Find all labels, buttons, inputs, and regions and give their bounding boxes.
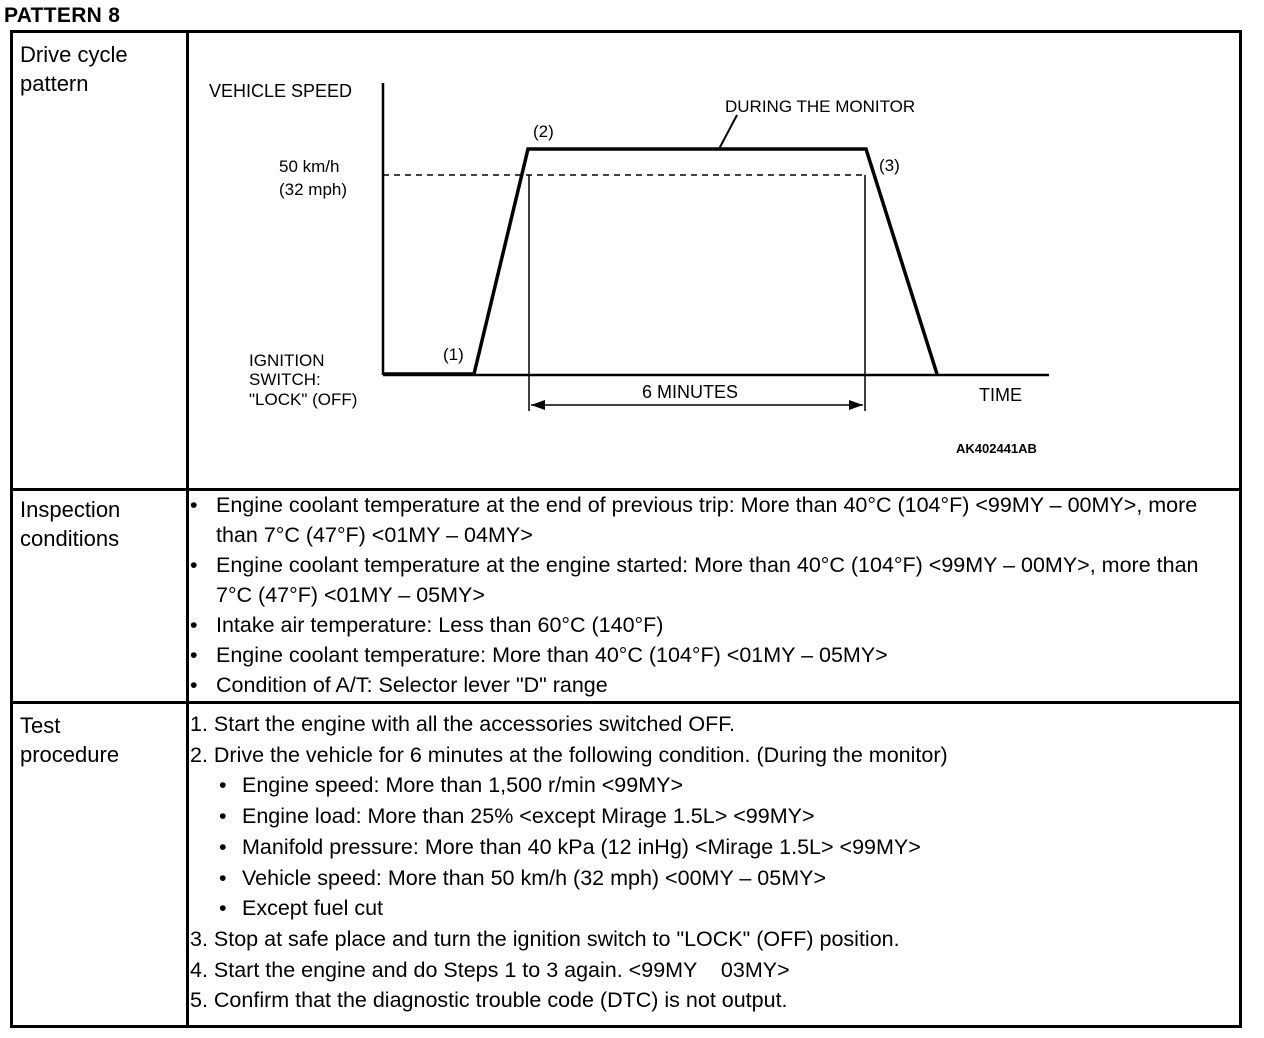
procedure-step-1: 1. Start the engine with all the accessories switched OFF.: [190, 712, 735, 736]
drive-cycle-label: [20, 40, 128, 98]
duration-label: 6 MINUTES: [642, 382, 739, 402]
condition-item: • Intake air temperature: Less than 60°C (140°F): [186, 610, 1220, 640]
row-divider-2: [13, 701, 1239, 704]
step-2-condition-item: • Vehicle speed: More than 50 km/h (32 mph) <00MY – 05MY>: [216, 863, 1220, 894]
ignition-label-2: SWITCH:: [249, 370, 321, 389]
ignition-label-3: "LOCK" (OFF): [249, 390, 358, 409]
inspection-label-line1: Inspection: [20, 497, 121, 522]
speed-label-kmh: 50 km/h: [279, 157, 340, 176]
step-2-condition-item: • Engine speed: More than 1,500 r/min <99MY>: [216, 770, 1220, 801]
inspection-conditions-list: [186, 490, 1220, 700]
step-2-condition-item: • Engine load: More than 25% <except Mirage 1.5L> <99MY>: [216, 801, 1220, 832]
monitor-label: DURING THE MONITOR: [725, 97, 916, 116]
step-2-conditions: [190, 770, 1220, 924]
speed-profile-line: [383, 149, 937, 374]
point-3-label: (3): [879, 156, 900, 175]
condition-item: • Engine coolant temperature at the end of previous trip: More than 40°C (104°F) <99MY – 00MY>, more than 7°C (47°F) <01MY – 04MY>: [186, 490, 1220, 550]
monitor-leader-line: [719, 115, 737, 149]
procedure-step-3: 3. Stop at safe place and turn the ignition switch to "LOCK" (OFF) position.: [190, 926, 900, 951]
duration-arrow-left-head: [531, 400, 545, 410]
step-2-condition-item: • Manifold pressure: More than 40 kPa (12 inHg) <Mirage 1.5L> <99MY>: [216, 832, 1220, 863]
figure-code: AK402441AB: [956, 441, 1037, 456]
inspection-label-line2: conditions: [20, 526, 120, 551]
inspection-label: [20, 495, 120, 553]
ignition-label-1: IGNITION: [249, 351, 325, 370]
drive-cycle-label-line1: Drive cycle: [20, 42, 128, 67]
drive-cycle-diagram: [189, 33, 1239, 491]
condition-item: • Engine coolant temperature: More than 40°C (104°F) <01MY – 05MY>: [186, 640, 1220, 670]
point-2-label: (2): [533, 122, 554, 141]
procedure-step-2-text: 2. Drive the vehicle for 6 minutes at the following condition. (During the monitor): [190, 742, 948, 767]
test-label-line2: procedure: [20, 742, 120, 767]
drive-cycle-label-line2: pattern: [20, 71, 89, 96]
procedure-step-4: 4. Start the engine and do Steps 1 to 3 again. <99MY 03MY>: [190, 957, 790, 982]
page-title: PATTERN 8: [4, 4, 121, 27]
y-axis-label: VEHICLE SPEED: [209, 81, 353, 101]
point-1-label: (1): [443, 345, 464, 364]
test-label-line1: Test: [20, 713, 61, 738]
step-2-condition-item: • Except fuel cut: [216, 893, 1220, 924]
test-procedure-list: [190, 709, 1220, 1016]
condition-item: • Condition of A/T: Selector lever "D" range: [186, 670, 1220, 700]
condition-item: • Engine coolant temperature at the engine started: More than 40°C (104°F) <99MY – 00MY>, more than 7°C (47°F) <01MY – 05MY>: [186, 550, 1220, 610]
procedure-step-5: 5. Confirm that the diagnostic trouble code (DTC) is not output.: [190, 988, 788, 1013]
procedure-step-2: [190, 740, 1220, 924]
x-axis-label: TIME: [979, 385, 1022, 405]
test-procedure-label: [20, 711, 119, 769]
duration-arrow-right-head: [849, 400, 863, 410]
drive-cycle-svg: [189, 33, 1239, 491]
speed-label-mph: (32 mph): [279, 180, 348, 199]
